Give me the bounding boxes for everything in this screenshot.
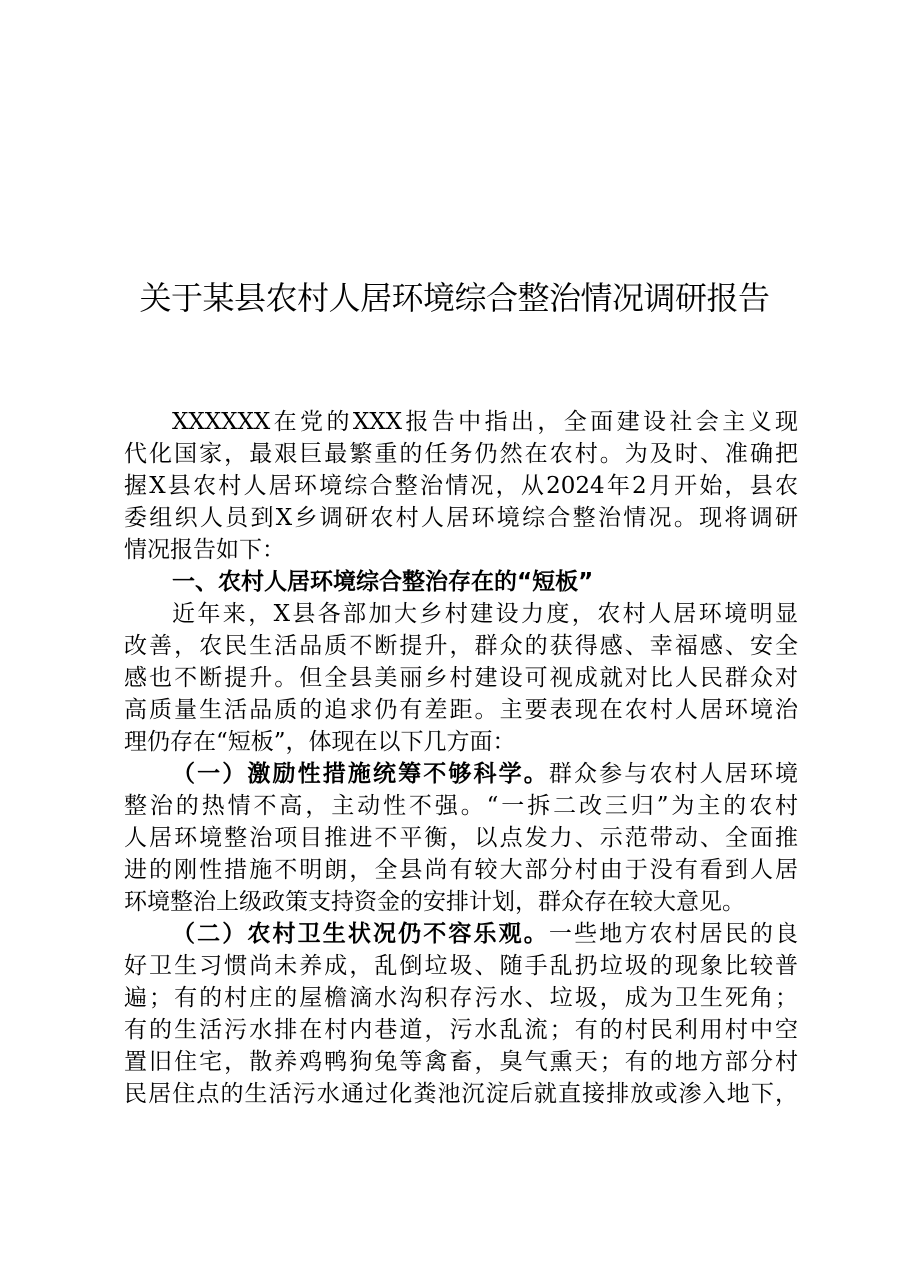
body-line: 理仍存在“短板”，体现在以下几方面： xyxy=(124,729,516,755)
body-line: 近年来，X县各部加大乡村建设力度，农村人居环境明显 xyxy=(172,601,798,627)
body-line: 好卫生习惯尚未养成，乱倒垃圾、随手乱扔垃圾的现象比较普 xyxy=(124,953,798,979)
body-line: 遍；有的村庄的屋檐滴水沟积存污水、垃圾，成为卫生死角； xyxy=(124,985,798,1011)
body-line: 握X县农村人居环境综合整治情况，从2024年2月开始，县农 xyxy=(124,473,798,499)
body-line: 委组织人员到X乡调研农村人居环境综合整治情况。现将调研 xyxy=(124,505,798,531)
document-title: 关于某县农村人居环境综合整治情况调研报告 xyxy=(139,279,770,317)
body-text-span: 一些地方农村居民的良 xyxy=(548,921,798,947)
body-line: 整治的热情不高，主动性不强。“一拆二改三归”为主的农村 xyxy=(124,793,798,819)
body-line xyxy=(124,758,798,790)
body-line: 民居住点的生活污水通过化粪池沉淀后就直接排放或渗入地下， xyxy=(124,1081,798,1107)
body-line: 情况报告如下： xyxy=(124,537,285,563)
section-heading: 一、农村人居环境综合整治存在的“短板” xyxy=(172,569,594,595)
body-line: 环境整治上级政策支持资金的安排计划，群众存在较大意见。 xyxy=(124,889,745,915)
body-line: 感也不断提升。但全县美丽乡村建设可视成就对比人民群众对 xyxy=(124,665,798,691)
body-text-span: 群众参与农村人居环境 xyxy=(548,761,798,787)
body-line: 置旧住宅，散养鸡鸭狗兔等禽畜，臭气熏天；有的地方部分村 xyxy=(124,1049,798,1075)
body-line: 改善，农民生活品质不断提升，群众的获得感、幸福感、安全 xyxy=(124,633,798,659)
body-line: 高质量生活品质的追求仍有差距。主要表现在农村人居环境治 xyxy=(124,697,798,723)
body-line: 进的刚性措施不明朗，全县尚有较大部分村由于没有看到人居 xyxy=(124,857,798,883)
body-line xyxy=(124,918,798,950)
body-line: 代化国家，最艰巨最繁重的任务仍然在农村。为及时、准确把 xyxy=(124,441,798,467)
subsection-lead: （一）激励性措施统筹不够科学。 xyxy=(172,760,549,787)
subsection-lead: （二）农村卫生状况仍不容乐观。 xyxy=(172,920,549,947)
body-line: XXXXXX在党的XXX报告中指出，全面建设社会主义现 xyxy=(172,409,798,435)
document-body xyxy=(124,406,798,1110)
body-line: 人居环境整治项目推进不平衡，以点发力、示范带动、全面推 xyxy=(124,825,798,851)
body-line: 有的生活污水排在村内巷道，污水乱流；有的村民利用村中空 xyxy=(124,1017,798,1043)
